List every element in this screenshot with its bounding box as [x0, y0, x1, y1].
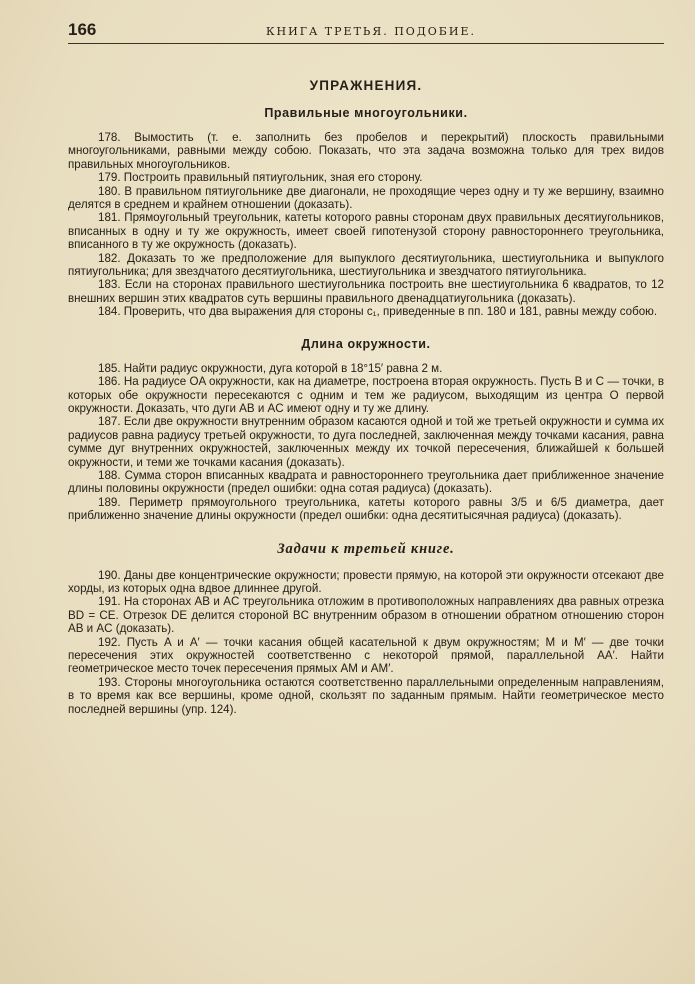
group-title: Правильные многоугольники.: [264, 106, 468, 120]
problem-item: 185. Найти радиус окружности, дуга которой в 18°15′ равна 2 м.: [98, 361, 443, 375]
exercise-group: [68, 541, 664, 716]
problem-item: 188. Сумма сторон вписанных квадрата и равностороннего треугольника дает приближенное значение длины половины окружности (предел ошибки: одна сотая радиуса) (доказать).: [68, 468, 664, 496]
running-title: КНИГА ТРЕТЬЯ. ПОДОБИЕ.: [266, 25, 476, 38]
section-title: УПРАЖНЕНИЯ.: [309, 78, 423, 93]
problem-item: 180. В правильном пятиугольнике две диагонали, не проходящие через одну и ту же вершину, взаимно делятся в среднем и крайнем отношении (доказать).: [68, 184, 664, 212]
problem-item: 190. Даны две концентрические окружности; провести прямую, на которой эти окружности отсекают две хорды, из которых одна вдвое длиннее другой.: [68, 568, 664, 595]
problem-item: 179. Построить правильный пятиугольник, зная его сторону.: [98, 171, 423, 185]
group-title: Длина окружности.: [301, 336, 431, 351]
problem-item: 191. На сторонах AB и AC треугольника отложим в противоположных направлениях два равных отрезка BD = CE. Отрезок DE делится стороной BC внутренним образом в отношении обратном отношению сторон AB и AC (доказать).: [68, 595, 664, 636]
exercise-group: [68, 337, 664, 523]
problem-item: 183. Если на сторонах правильного шестиугольника построить вне шестиугольника 6 квадратов, то 12 внешних вершин этих квадратов суть вершины правильного двенадцатиугольника (доказать).: [68, 278, 664, 305]
problem-item: 189. Периметр прямоугольного треугольника, катеты которого равны 3/5 и 6/5 диаметра, дает приближенно значение длины окружности (предел ошибки: одна десятитысячная радиуса) (доказать).: [68, 495, 664, 523]
running-head: [68, 20, 664, 44]
problem-item: 184. Проверить, что два выражения для стороны c₁, приведенные в пп. 180 и 181, равны между собою.: [98, 305, 658, 319]
problem-item: 186. На радиусе OA окружности, как на диаметре, построена вторая окружность. Пусть B и C — точки, в которых обе окружности пересекаются с одним и тем же радиусом, выходящим из центра O первой окружности. Доказать, что дуги AB и AC имеют одну и ту же длину.: [68, 375, 664, 415]
group-title: Задачи к третьей книге.: [277, 540, 455, 557]
page-number: 166: [68, 20, 97, 39]
problem-item: 181. Прямоугольный треугольник, катеты которого равны сторонам двух правильных десятиугольников, вписанных в одну и ту же окружность, имеет своей гипотенузой сторону равностороннего треугольника, вписанного в ту же окружность (доказать).: [68, 211, 664, 252]
problem-item: 192. Пусть A и A′ — точки касания общей касательной к двум окружностям; M и M′ — две точки пересечения этих окружностей соответственно с некоторой прямой, параллельной AA′. Найти геометрическое место точек пересечения прямых AM и AM′.: [68, 635, 664, 676]
problem-item: 178. Вымостить (т. е. заполнить без пробелов и перекрытий) плоскость правильными многоугольниками, равными между собою. Показать, что эта задача возможна только для трех видов правильных многоугольников.: [68, 131, 664, 171]
problem-item: 187. Если две окружности внутренним образом касаются одной и той же третьей окружности и сумма их радиусов равна радиусу третьей окружности, то дуга последней, заключенная между точками касания, равна сумме дуг внутренних окружностей, заключенных между их точкой пересечения, ближайшей к большей окружности, и теми же точками касания (доказать).: [68, 415, 664, 469]
exercise-groups: [68, 106, 664, 716]
exercise-group: [68, 106, 664, 319]
problem-item: 182. Доказать то же предположение для выпуклого десятиугольника, шестиугольника и выпуклого пятиугольника; для звездчатого десятиугольника, шестиугольника и звездчатого пятиугольника.: [68, 251, 664, 279]
problem-item: 193. Стороны многоугольника остаются соответственно параллельными определенным направлениям, в то время как все вершины, кроме одной, скользят по заданным прямым. Найти геометрическое место последней вершины (упр. 124).: [68, 675, 664, 716]
